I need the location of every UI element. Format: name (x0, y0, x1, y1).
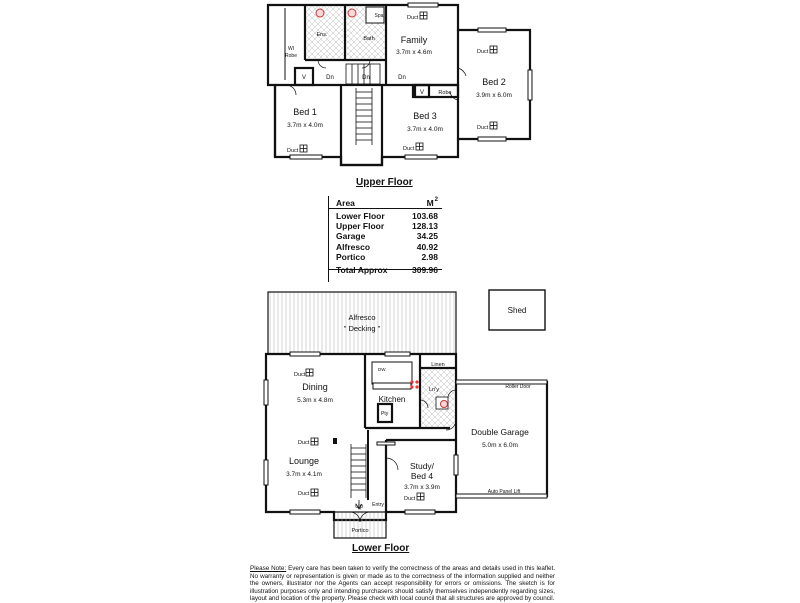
unit-label: M (426, 198, 434, 208)
area-row-label: Portico (336, 251, 366, 262)
area-row-value: 34.25 (416, 231, 438, 242)
upper-stair-treads (356, 88, 372, 145)
area-row (318, 221, 440, 231)
wi-robe-label: Robe (285, 53, 297, 59)
dishwasher-label: DW (378, 367, 386, 372)
lounge-size: 3.7m x 4.1m (286, 471, 322, 478)
area-row-label: Upper Floor (336, 221, 385, 232)
area-row-value: 40.92 (416, 241, 438, 252)
bed1-size: 3.7m x 4.0m (287, 122, 323, 129)
entry-label: Entry (372, 502, 384, 508)
dining-name: Dining (302, 382, 328, 392)
wi-robe-label: WI (287, 46, 295, 52)
dn-label: Dn (362, 75, 370, 81)
ensuite-label: Ens. (316, 32, 328, 38)
area-row-value: 128.13 (412, 221, 438, 232)
portico-label: Portico (351, 528, 369, 534)
robe-label: Robe (438, 90, 452, 96)
area-row (318, 252, 440, 262)
area-row-label: Garage (336, 231, 366, 242)
lounge-name: Lounge (288, 456, 320, 466)
toilet-icon (348, 9, 356, 17)
disclaimer-note (250, 565, 555, 603)
area-row (318, 211, 440, 221)
duct-label: Duct (287, 148, 299, 154)
bed3-size: 3.7m x 4.0m (407, 126, 443, 133)
unit-col-label (427, 198, 438, 208)
linen-label: Linen (431, 362, 445, 368)
spa-label: Spa (374, 13, 384, 19)
bath-label: Bath (363, 36, 375, 42)
dn-label: Dn (326, 75, 334, 81)
column-post (333, 438, 337, 444)
table-rule (328, 208, 442, 209)
v-label: V (301, 75, 307, 81)
duct-label: Duct (298, 491, 310, 497)
duct-label: Duct (404, 496, 416, 502)
roller-door-label: Roller Door (505, 384, 531, 390)
disclaimer-lead: Please Note: (250, 565, 287, 572)
upper-labels (285, 13, 512, 154)
family-name: Family (400, 35, 428, 45)
kitchen-bench (372, 362, 412, 384)
kitchen-label: Kitchen (378, 395, 406, 404)
study-name-bed4: Bed 4 (410, 471, 434, 481)
disclaimer-text: Every care has been taken to verify the correctness of the areas and details used in this leaflet. No warranty or representation is given or made as to the correctness of the information supplied and neither the owners, illustrator nor the Agents can accept responsibility for errors or omissions. The sketch is for illustration purposes only and intending purchasers should satisfy themselves independently regarding sizes, layout and location of the property. Please check with local council that all structures are approved by council. (250, 565, 555, 603)
lower-floor-title: Lower Floor (352, 543, 410, 554)
duct-label: Duct (477, 49, 489, 55)
bed2-size: 3.9m x 6.0m (476, 92, 512, 99)
garage-size: 5.0m x 6.0m (482, 442, 518, 449)
bed2-name: Bed 2 (482, 77, 506, 87)
roller-door (456, 380, 547, 384)
alfresco-decking (268, 292, 456, 354)
wc-icon (441, 401, 448, 408)
alfresco-decking-label: " Decking " (343, 324, 381, 333)
dn-label: Dn (398, 75, 406, 81)
area-row-label: Alfresco (336, 241, 371, 252)
family-size: 3.7m x 4.6m (396, 49, 432, 56)
duct-label: Duct (407, 15, 419, 21)
alfresco-label: Alfresco (348, 313, 376, 322)
duct-label: Duct (298, 440, 310, 446)
kitchen-island (373, 383, 411, 389)
total-value: 309.96 (412, 264, 438, 275)
study-size: 3.7m x 3.9m (404, 484, 440, 491)
portico (334, 512, 386, 538)
total-label: Total Approx (336, 264, 388, 275)
area-row (318, 231, 440, 241)
upper-floor-title: Upper Floor (356, 177, 413, 188)
area-row (318, 242, 440, 252)
bed3-name: Bed 3 (413, 111, 437, 121)
area-row-label: Lower Floor (336, 211, 385, 221)
dining-size: 5.3m x 4.8m (297, 397, 333, 404)
duct-label: Duct (403, 146, 415, 152)
area-row-value: 2.98 (421, 251, 438, 262)
duct-label: Duct (294, 372, 306, 378)
garage-name: Double Garage (471, 427, 529, 437)
stairs-up-label: Up (355, 504, 363, 510)
area-table (318, 196, 440, 275)
landing-stairs (346, 64, 380, 84)
unit-superscript: 2 (434, 197, 438, 203)
lower-stair-treads (351, 444, 366, 509)
upper-stairwell (341, 85, 382, 165)
toilet-icon (316, 9, 324, 17)
area-col-label: Area (336, 198, 355, 208)
shed-label: Shed (507, 306, 527, 315)
bed1-name: Bed 1 (293, 107, 317, 117)
v-label: V (419, 90, 425, 96)
pantry-label: Pty (381, 411, 389, 417)
laundry-label: Ln'y (429, 387, 439, 393)
area-row-value: 103.68 (412, 211, 438, 221)
auto-panel-lift-label: Auto Panel Lift (487, 489, 521, 495)
study-name: Study/ (409, 461, 435, 471)
table-rule (328, 269, 442, 270)
duct-label: Duct (477, 125, 489, 131)
